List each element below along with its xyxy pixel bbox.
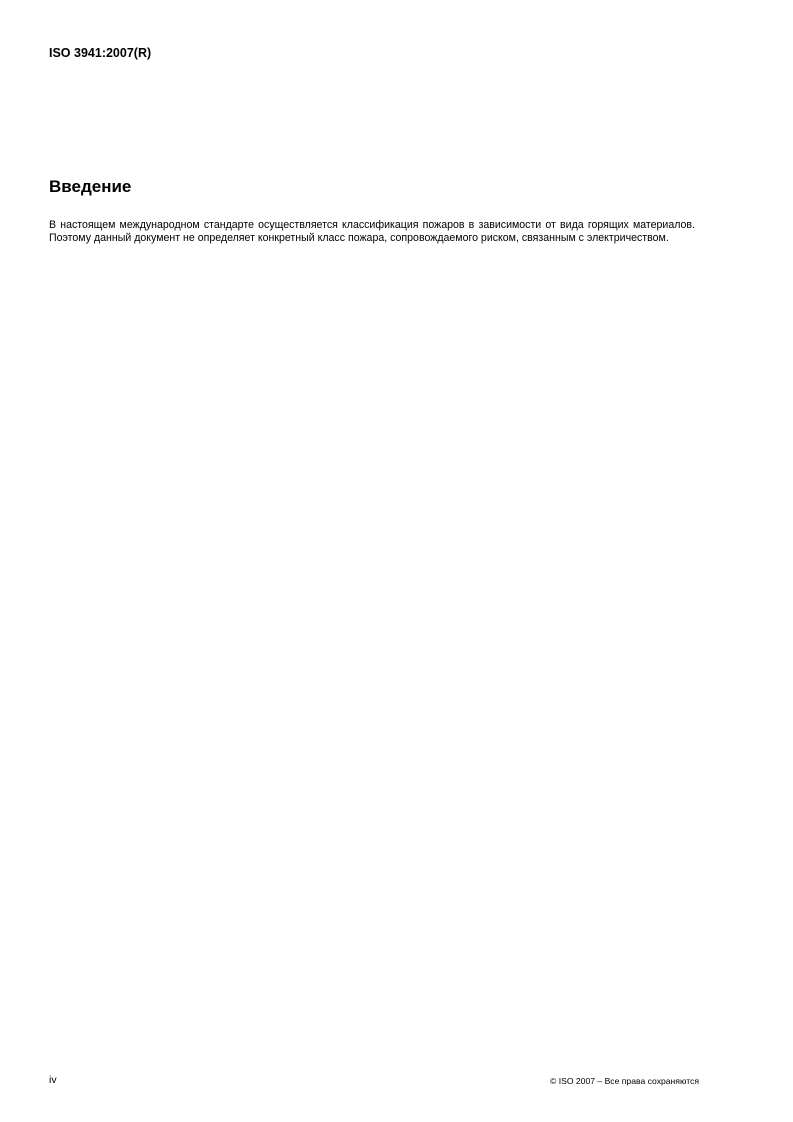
copyright-notice: © ISO 2007 – Все права сохраняются xyxy=(549,1076,699,1086)
document-code: ISO 3941:2007(R) xyxy=(49,46,152,60)
intro-paragraph: В настоящем международном стандарте осуществляется классификация пожаров в зависимости от вида горящих материалов. Поэтому данный документ не определяет конкретный класс пожара, сопровождаемого риском, связанным с электричеством. xyxy=(49,219,695,244)
page-number: iv xyxy=(49,1074,57,1086)
section-title: Введение xyxy=(49,177,132,196)
